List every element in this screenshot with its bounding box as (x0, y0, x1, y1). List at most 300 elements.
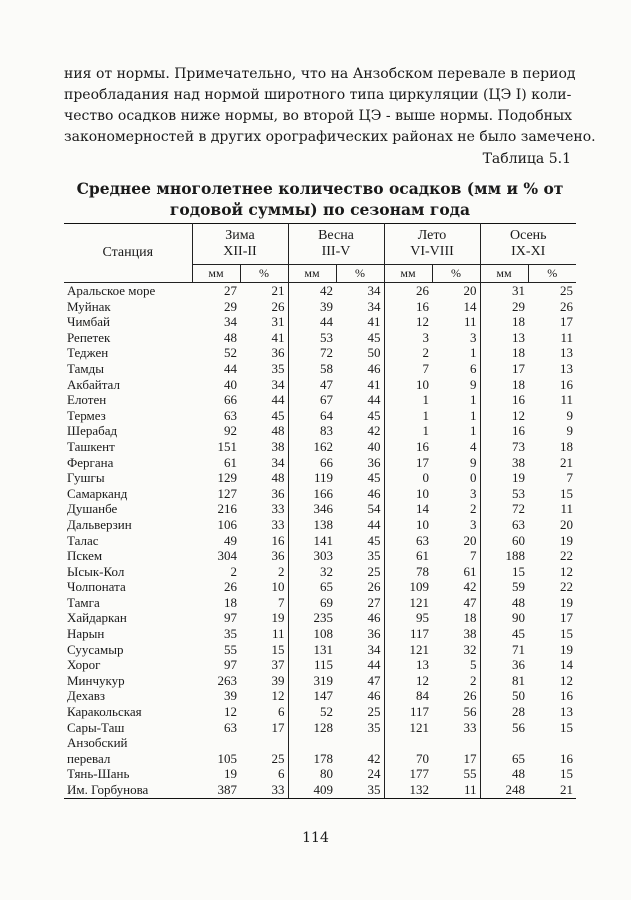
value-pct: 21 (240, 283, 288, 299)
value-mm: 17 (416, 454, 429, 470)
value-pct: 11 (560, 501, 573, 517)
station-name (64, 735, 192, 766)
value-pct: 41 (336, 314, 384, 330)
season-months: III-V (321, 244, 351, 259)
value-pct: 18 (560, 438, 573, 454)
value-pct: 21 (560, 454, 573, 470)
value-pct: 13 (560, 345, 573, 361)
station-name-part: Анзобский (67, 735, 128, 751)
value-mm: 178 (313, 750, 333, 766)
value-pct: 11 (560, 329, 573, 345)
value-mm: 115 (313, 657, 333, 673)
value-pct: 35 (336, 720, 384, 736)
value-pct: 42 (336, 735, 384, 766)
value-pct: 11 (432, 314, 480, 330)
value-pct: 16 (240, 533, 288, 549)
value-pct: 47 (432, 595, 480, 611)
value-pct: 3 (432, 486, 480, 502)
value-pct: 54 (336, 501, 384, 517)
table-title (64, 178, 576, 220)
intro-line: преобладания над нормой широтного типа циркуляции (ЦЭ I) коли- (64, 87, 572, 103)
value-pct: 16 (560, 750, 573, 766)
station-name: Хорог (67, 657, 101, 673)
value-pct: 16 (560, 688, 573, 704)
value-pct: 19 (560, 641, 573, 657)
value-pct: 41 (240, 330, 288, 346)
station-name: Чимбай (67, 314, 110, 330)
value-mm: 147 (313, 688, 333, 704)
station-name: Пскем (67, 548, 103, 564)
value-pct: 36 (240, 486, 288, 502)
value-pct: 35 (336, 548, 384, 564)
station-name: Чолпоната (67, 579, 126, 595)
value-pct: 46 (336, 610, 384, 626)
season-header-summer (384, 224, 480, 265)
value-mm: 13 (512, 329, 525, 345)
value-pct: 45 (336, 408, 384, 424)
station-name: Минчукур (67, 672, 125, 688)
value-mm: 47 (320, 376, 333, 392)
value-mm: 90 (512, 610, 525, 626)
value-mm: 97 (224, 657, 237, 673)
table-row (64, 517, 576, 533)
table-row (64, 392, 576, 408)
value-mm: 44 (224, 360, 237, 376)
value-mm: 132 (384, 782, 432, 798)
value-pct: 33 (432, 720, 480, 736)
value-pct: 45 (336, 330, 384, 346)
value-mm: 73 (512, 438, 525, 454)
value-pct: 27 (336, 595, 384, 611)
value-pct: 33 (240, 782, 288, 798)
value-mm: 72 (320, 345, 333, 361)
value-pct: 12 (240, 688, 288, 704)
station-name-part: перевал (67, 750, 111, 766)
unit-header-pct: % (240, 265, 288, 283)
value-mm: 58 (320, 360, 333, 376)
table-row (64, 330, 576, 346)
value-mm: 15 (512, 563, 525, 579)
value-pct: 7 (566, 470, 573, 486)
value-pct: 9 (566, 423, 573, 439)
value-pct: 34 (336, 299, 384, 315)
value-pct: 12 (560, 672, 573, 688)
table-row (64, 657, 576, 673)
value-mm: 55 (224, 641, 237, 657)
value-mm: 53 (512, 485, 525, 501)
value-mm: 18 (512, 314, 525, 330)
station-name: Суусамыр (67, 641, 124, 657)
value-mm: 66 (224, 392, 237, 408)
value-pct: 15 (560, 485, 573, 501)
station-name: Тамды (67, 360, 104, 376)
intro-paragraph (64, 64, 596, 148)
station-name: Ташкент (67, 438, 115, 454)
page-number: 114 (302, 830, 329, 846)
value-pct: 3 (432, 517, 480, 533)
intro-line: чество осадков ниже нормы, во второй ЦЭ - выше нормы. Подобных (64, 108, 573, 124)
value-pct: 34 (240, 455, 288, 471)
value-mm: 151 (217, 438, 237, 454)
value-mm: 64 (320, 407, 333, 423)
value-mm: 235 (313, 610, 333, 626)
value-pct: 33 (240, 501, 288, 517)
station-name: Тянь-Шань (67, 766, 130, 782)
value-mm: 56 (512, 719, 525, 735)
station-name: Дехавз (67, 688, 105, 704)
value-pct: 44 (336, 392, 384, 408)
table-row (64, 548, 576, 564)
value-mm: 10 (416, 516, 429, 532)
station-name: Фергана (67, 454, 114, 470)
value-mm: 319 (313, 672, 333, 688)
season-name: Весна (318, 228, 354, 243)
season-header-autumn (480, 224, 576, 265)
value-mm: 12 (416, 314, 429, 330)
value-mm: 12 (416, 672, 429, 688)
table-row (64, 423, 576, 439)
intro-line: ния от нормы. Примечательно, что на Анзобском перевале в период (64, 66, 576, 82)
table-row (64, 595, 576, 611)
value-mm: 49 (224, 532, 237, 548)
unit-header-mm: мм (288, 265, 336, 283)
value-mm: 44 (320, 314, 333, 330)
table-row (64, 673, 576, 689)
value-mm: 17 (512, 360, 525, 376)
table-title-line: годовой суммы) по сезонам года (169, 200, 471, 219)
station-name: Ысык-Кол (67, 563, 125, 579)
value-mm: 61 (416, 548, 429, 564)
value-pct: 25 (336, 564, 384, 580)
value-pct: 34 (240, 377, 288, 393)
value-mm: 35 (224, 626, 237, 642)
value-mm: 128 (313, 719, 333, 735)
station-name: Нарын (67, 626, 105, 642)
value-pct: 19 (240, 610, 288, 626)
value-mm: 119 (313, 470, 333, 486)
value-pct: 31 (240, 314, 288, 330)
value-pct: 9 (566, 407, 573, 423)
value-pct: 36 (336, 455, 384, 471)
value-mm: 0 (422, 470, 429, 486)
table-row (64, 533, 576, 549)
value-pct: 46 (336, 361, 384, 377)
value-pct: 34 (336, 642, 384, 658)
value-pct: 35 (240, 361, 288, 377)
value-mm: 48 (512, 594, 525, 610)
value-pct: 11 (560, 392, 573, 408)
station-name: Термез (67, 407, 106, 423)
season-header-spring (288, 224, 384, 265)
value-mm: 48 (512, 766, 525, 782)
value-pct: 6 (240, 766, 288, 782)
precipitation-table (64, 223, 576, 799)
value-pct: 2 (432, 673, 480, 689)
table-row (64, 564, 576, 580)
unit-header-pct: % (528, 265, 576, 283)
table-row (64, 501, 576, 517)
value-pct: 15 (560, 766, 573, 782)
station-name: Каракольская (67, 704, 142, 720)
value-mm: 10 (416, 376, 429, 392)
value-pct: 44 (336, 657, 384, 673)
value-pct: 42 (432, 579, 480, 595)
value-mm: 18 (512, 345, 525, 361)
value-mm: 60 (512, 532, 525, 548)
value-mm: 63 (416, 532, 429, 548)
value-mm: 28 (512, 704, 525, 720)
value-pct: 7 (240, 595, 288, 611)
station-name: Им. Горбунова (64, 782, 192, 798)
value-mm: 38 (512, 454, 525, 470)
value-mm: 216 (217, 501, 237, 517)
value-pct: 20 (432, 283, 480, 299)
value-pct: 7 (432, 548, 480, 564)
table-row (64, 439, 576, 455)
value-pct: 10 (240, 579, 288, 595)
station-name: Елотен (67, 392, 107, 408)
value-pct: 6 (432, 361, 480, 377)
value-pct: 56 (432, 704, 480, 720)
value-mm: 2 (230, 563, 237, 579)
value-pct: 17 (560, 610, 573, 626)
value-mm: 72 (512, 501, 525, 517)
value-mm: 166 (313, 485, 333, 501)
value-mm: 95 (416, 610, 429, 626)
value-pct: 61 (432, 564, 480, 580)
value-mm: 31 (512, 283, 525, 298)
value-mm: 69 (320, 594, 333, 610)
value-mm: 61 (224, 454, 237, 470)
value-mm: 59 (512, 579, 525, 595)
table-body (64, 283, 576, 799)
unit-header-pct: % (432, 265, 480, 283)
value-mm: 1 (422, 392, 429, 408)
value-mm: 141 (313, 532, 333, 548)
value-mm: 13 (416, 657, 429, 673)
value-pct: 26 (240, 299, 288, 315)
value-mm: 39 (224, 688, 237, 704)
value-pct: 26 (560, 298, 573, 314)
value-pct: 17 (560, 314, 573, 330)
value-pct: 6 (240, 704, 288, 720)
table-row (64, 688, 576, 704)
value-pct: 25 (336, 704, 384, 720)
value-mm: 97 (224, 610, 237, 626)
value-pct: 22 (560, 579, 573, 595)
value-mm: 127 (217, 485, 237, 501)
table-row (64, 720, 576, 736)
value-mm: 26 (416, 283, 429, 298)
value-mm: 131 (313, 641, 333, 657)
value-mm: 18 (224, 594, 237, 610)
table-row (64, 377, 576, 393)
value-pct: 12 (560, 563, 573, 579)
value-mm: 7 (422, 360, 429, 376)
value-pct: 26 (336, 579, 384, 595)
table-row (64, 470, 576, 486)
value-pct: 33 (240, 517, 288, 533)
value-mm: 304 (217, 548, 237, 564)
table-row (64, 579, 576, 595)
value-mm: 80 (320, 766, 333, 782)
value-mm: 52 (224, 345, 237, 361)
value-pct: 39 (240, 673, 288, 689)
value-pct: 9 (432, 377, 480, 393)
season-name: Зима (225, 228, 255, 243)
table-row (64, 408, 576, 424)
value-mm: 16 (416, 438, 429, 454)
value-mm: 121 (409, 719, 429, 735)
station-name: Хайдаркан (67, 610, 127, 626)
station-name: Шерабад (67, 423, 118, 439)
value-mm: 45 (512, 626, 525, 642)
table-row (64, 314, 576, 330)
value-mm: 40 (224, 376, 237, 392)
value-mm: 248 (480, 782, 528, 798)
value-mm: 78 (416, 563, 429, 579)
value-mm: 346 (313, 501, 333, 517)
value-pct: 38 (432, 626, 480, 642)
value-pct: 38 (240, 439, 288, 455)
value-mm: 65 (512, 750, 525, 766)
value-mm: 108 (313, 626, 333, 642)
intro-line: закономерностей в других орографических районах не было замечено. (64, 129, 596, 145)
value-mm: 188 (505, 548, 525, 564)
value-mm: 29 (512, 298, 525, 314)
value-pct: 47 (336, 673, 384, 689)
value-mm: 19 (224, 766, 237, 782)
value-pct: 4 (432, 439, 480, 455)
value-mm: 81 (512, 672, 525, 688)
table-row (64, 766, 576, 782)
table-row (64, 345, 576, 361)
value-mm: 26 (224, 579, 237, 595)
value-pct: 35 (336, 782, 384, 798)
value-mm: 121 (409, 641, 429, 657)
table-row (64, 782, 576, 798)
value-mm: 106 (217, 516, 237, 532)
value-mm: 83 (320, 423, 333, 439)
value-pct: 45 (240, 408, 288, 424)
value-mm: 138 (313, 516, 333, 532)
unit-header-mm: мм (480, 265, 528, 283)
station-name: Душанбе (67, 501, 118, 517)
value-pct: 40 (336, 439, 384, 455)
table-row (64, 735, 576, 766)
value-pct: 19 (560, 532, 573, 548)
value-pct: 41 (336, 377, 384, 393)
value-mm: 117 (409, 626, 429, 642)
table-row (64, 299, 576, 315)
value-mm: 63 (224, 407, 237, 423)
season-months: IX-XI (511, 244, 546, 259)
value-pct: 36 (240, 548, 288, 564)
value-mm: 2 (422, 345, 429, 361)
value-pct: 18 (432, 610, 480, 626)
value-pct: 48 (240, 423, 288, 439)
value-mm: 12 (512, 407, 525, 423)
value-pct: 14 (560, 657, 573, 673)
value-mm: 263 (217, 672, 237, 688)
value-pct: 55 (432, 766, 480, 782)
station-name: Самарканд (67, 485, 128, 501)
value-mm: 16 (512, 392, 525, 408)
value-mm: 39 (320, 298, 333, 314)
value-mm: 162 (313, 438, 333, 454)
unit-header-pct: % (336, 265, 384, 283)
value-pct: 1 (432, 345, 480, 361)
value-mm: 129 (217, 470, 237, 486)
value-mm: 32 (320, 563, 333, 579)
unit-header-mm: мм (192, 265, 240, 283)
value-mm: 48 (224, 329, 237, 345)
value-mm: 92 (224, 423, 237, 439)
value-pct: 24 (336, 766, 384, 782)
value-mm: 1 (422, 423, 429, 439)
value-pct: 1 (432, 408, 480, 424)
value-pct: 14 (432, 299, 480, 315)
value-mm: 12 (224, 704, 237, 720)
value-pct: 21 (528, 782, 576, 798)
value-mm: 1 (422, 407, 429, 423)
season-months: XII-II (223, 244, 257, 259)
station-column-header: Станция (64, 224, 192, 283)
value-pct: 45 (336, 470, 384, 486)
station-name: Дальверзин (67, 516, 132, 532)
value-pct: 37 (240, 657, 288, 673)
value-pct: 15 (240, 642, 288, 658)
station-name: Муйнак (67, 298, 111, 314)
value-mm: 66 (320, 454, 333, 470)
table-row (64, 486, 576, 502)
value-mm: 67 (320, 392, 333, 408)
unit-header-mm: мм (384, 265, 432, 283)
station-name: Гушгы (67, 470, 105, 486)
value-mm: 65 (320, 579, 333, 595)
value-pct: 9 (432, 455, 480, 471)
season-header-winter (192, 224, 288, 265)
value-mm: 63 (224, 719, 237, 735)
value-pct: 19 (560, 594, 573, 610)
value-mm: 52 (320, 704, 333, 720)
value-pct: 1 (432, 392, 480, 408)
value-pct: 11 (240, 626, 288, 642)
value-pct: 25 (560, 283, 573, 298)
value-pct: 17 (432, 735, 480, 766)
station-name: Акбайтал (67, 376, 120, 392)
value-pct: 2 (240, 564, 288, 580)
value-pct: 5 (432, 657, 480, 673)
value-pct: 17 (240, 720, 288, 736)
value-pct: 13 (560, 360, 573, 376)
value-pct: 11 (432, 782, 480, 798)
value-mm: 109 (409, 579, 429, 595)
value-mm: 34 (224, 314, 237, 330)
value-pct: 46 (336, 486, 384, 502)
value-pct: 32 (432, 642, 480, 658)
value-pct: 16 (560, 376, 573, 392)
value-pct: 15 (560, 719, 573, 735)
value-pct: 22 (560, 548, 573, 564)
value-pct: 48 (240, 470, 288, 486)
table-label: Таблица 5.1 (482, 151, 571, 167)
value-pct: 20 (432, 533, 480, 549)
value-pct: 36 (336, 626, 384, 642)
value-pct: 13 (560, 704, 573, 720)
value-mm: 50 (512, 688, 525, 704)
station-name: Репетек (67, 329, 111, 345)
